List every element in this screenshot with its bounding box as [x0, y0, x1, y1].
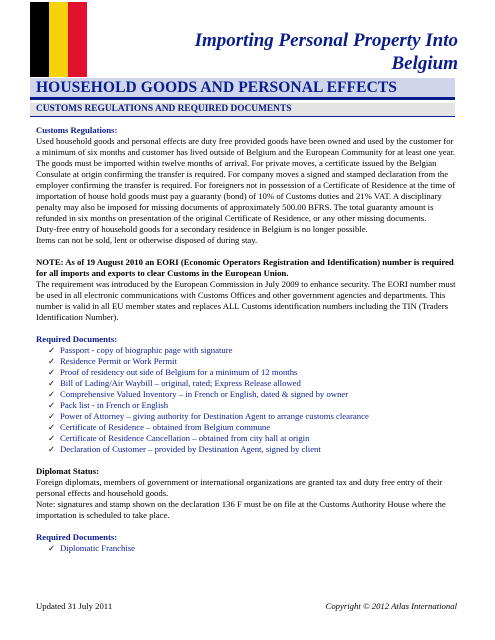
document-title-line1: Importing Personal Property Into	[194, 30, 458, 51]
list-item: ✓ Proof of residency out side of Belgium for a minimum of 12 months	[48, 367, 298, 377]
list-item: ✓ Comprehensive Valued Inventory – in French or English, dated & signed by owner	[48, 389, 349, 399]
checkmark-icon: ✓	[48, 422, 56, 432]
list-item: ✓ Declaration of Customer – provided by Destination Agent, signed by client	[48, 444, 321, 454]
eori-note: NOTE: As of 19 August 2010 an EORI (Economic Operators Registration and Identification) number is required for all imports and exports to clear Customs in the European Union.	[36, 257, 454, 278]
diplomat-heading: Diplomat Status:	[36, 466, 99, 476]
list-item: ✓ Passport - copy of biographic page with signature	[48, 345, 233, 355]
subsection-bar	[30, 103, 455, 117]
customs-heading: Customs Regulations:	[36, 125, 118, 135]
belgium-flag	[30, 2, 87, 77]
list-item: ✓ Certificate of Residence – obtained from Belgium commune	[48, 422, 271, 432]
document-title-line2: Belgium	[391, 53, 458, 74]
subsection-title: CUSTOMS REGULATIONS AND REQUIRED DOCUMENTS	[36, 104, 292, 114]
customs-secondary-residence: Duty-free entry of household goods for a secondary residence in Belgium is no longer possible.	[36, 224, 368, 234]
footer-updated-date: Updated 31 July 2011	[36, 601, 113, 611]
required-documents-heading: Required Documents:	[36, 334, 118, 344]
list-item: ✓ Residence Permit or Work Permit	[48, 356, 177, 366]
section-banner-title: HOUSEHOLD GOODS AND PERSONAL EFFECTS	[36, 79, 398, 96]
checkmark-icon: ✓	[48, 389, 56, 399]
customs-paragraph: Used household goods and personal effects are duty free provided goods have been owned and used by the customer for a minimum of six months and customer has lived outside of Belgium and the European Community for at least one year. The goods must be imported within twelve months of arrival. For private moves, a certificate issued by the Belgian Consulate at origin confirming the transfer is required. For company moves a signed and stamped declaration from the employer confirming the transfer is required. For foreigners not in possession of a Certificate of Residence at the time of importation of house hold goods must pay a guaranty (bond) of 10% of Customs duties and 21% VAT. A disciplinary penalty may also be imposed for missing documents of approximately 500.00 BFRS. The total guaranty amount is refunded in six months on presentation of the original Certificate of Residence, or any other missing documents.	[36, 136, 456, 223]
checkmark-icon: ✓	[48, 356, 56, 366]
list-item: ✓ Power of Attorney – giving authority for Destination Agent to arrange customs clearance	[48, 411, 369, 421]
flag-stripe-red	[68, 2, 87, 77]
checkmark-icon: ✓	[48, 433, 56, 443]
customs-disposal-rule: Items can not be sold, lent or otherwise disposed of during stay.	[36, 235, 258, 245]
checkmark-icon: ✓	[48, 411, 56, 421]
flag-stripe-black	[30, 2, 49, 77]
list-item: ✓ Bill of Lading/Air Waybill – original, rated; Express Release allowed	[48, 378, 301, 388]
section-banner	[30, 78, 455, 100]
checkmark-icon: ✓	[48, 345, 56, 355]
list-item: ✓ Pack list - in French or English	[48, 400, 169, 410]
diplomat-documents-heading: Required Documents:	[36, 532, 118, 542]
checkmark-icon: ✓	[48, 543, 56, 553]
list-item: ✓ Diplomatic Franchise	[48, 543, 136, 553]
diplomat-note: Note: signatures and stamp shown on the declaration 136 F must be on file at the Customs Authority House where the importation is scheduled to take place.	[36, 499, 446, 520]
diplomat-documents-list	[36, 543, 458, 554]
list-item: ✓ Certificate of Residence Cancellation – obtained from city hall at origin	[48, 433, 310, 443]
checkmark-icon: ✓	[48, 367, 56, 377]
checkmark-icon: ✓	[48, 378, 56, 388]
checkmark-icon: ✓	[48, 444, 56, 454]
document-body	[36, 125, 458, 554]
flag-stripe-yellow	[49, 2, 68, 77]
eori-paragraph: The requirement was introduced by the European Commission in July 2009 to enhance security. The EORI number must be used in all electronic communications with Customs Offices and other government agencies and departments. This number is valid in all EU member states and replaces ALL Customs identification numbers including the TIN (Traders Identification Number).	[36, 279, 456, 322]
required-documents-list	[36, 345, 458, 455]
diplomat-paragraph: Foreign diplomats, members of government or international organizations are granted tax and duty free entry of their personal effects and household goods.	[36, 477, 443, 498]
footer-copyright: Copyright © 2012 Atlas International	[325, 601, 457, 611]
checkmark-icon: ✓	[48, 400, 56, 410]
document-title	[195, 29, 458, 75]
